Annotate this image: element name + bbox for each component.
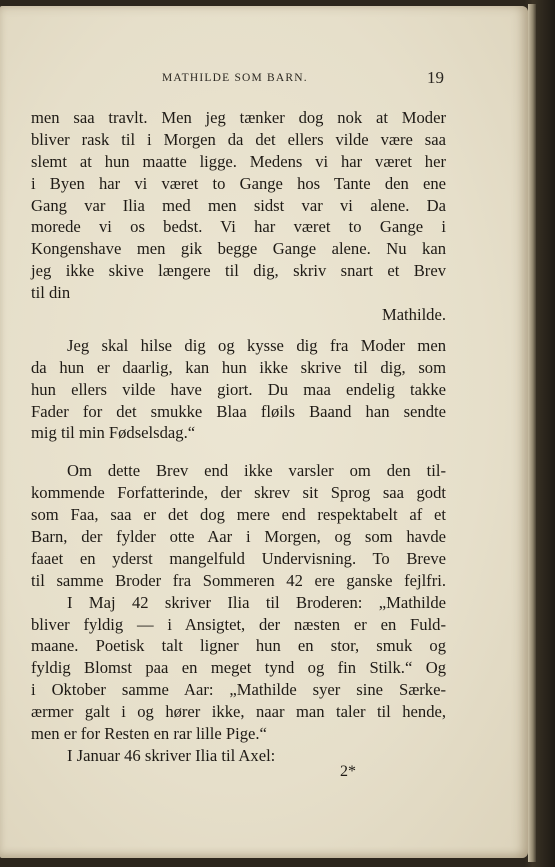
text-line: Barn, der fylder otte Aar i Morgen, og som havde (31, 527, 446, 547)
text-line: Jeg skal hilse dig og kysse dig fra Moder men (67, 335, 446, 355)
text-line: mig til min Fødselsdag.“ (31, 423, 196, 443)
text-line: bliver fyldig — i Ansigtet, der næsten er en Fuld- (31, 614, 446, 634)
text-line: jeg ikke skive længere til dig, skriv snart et Brev (31, 261, 446, 281)
text-line: i Byen har vi været to Gange hos Tante den ene (31, 173, 446, 193)
text-line: som Faa, saa er det dog mere end respektabelt af et (31, 505, 446, 525)
text-line: men saa travlt. Men jeg tænker dog nok at Moder (31, 108, 446, 127)
text-line: til samme Broder fra Sommeren 42 ere ganske fejlfri. (31, 570, 446, 590)
text-line: Kongenshave men gik begge Gange alene. Nu kan (31, 239, 446, 259)
letter-signature: Mathilde. (381, 305, 446, 325)
text-line: kommende Forfatterinde, der skrev sit Sprog saa godt (31, 483, 446, 503)
text-line: bliver rask til i Morgen da det ellers vilde være saa (31, 129, 446, 149)
text-line: I Januar 46 skriver Ilia til Axel: (67, 745, 276, 765)
page-number: 19 (427, 68, 444, 87)
page-header (162, 69, 444, 91)
text-line: i Oktober samme Aar: „Mathilde syer sine Særke- (31, 680, 446, 700)
text-line: morede vi os bedst. Vi har været to Gange i (31, 217, 446, 237)
text-line: ærmer galt i og hører ikke, naar man taler til hende, (31, 702, 446, 722)
paragraph-gap (31, 444, 446, 460)
text-line: til din (31, 283, 71, 303)
text-line: hun ellers vilde have giort. Du maa endelig takke (31, 379, 446, 399)
text-line: slemt at hun maatte ligge. Medens vi har været her (31, 151, 446, 171)
text-line: da hun er daarlig, kan hun ikke skrive til dig, som (31, 357, 446, 377)
text-line: fyldig Blomst paa en meget tynd og fin Stilk.“ Og (31, 658, 446, 678)
text-line: Om dette Brev end ikke varsler om den til- (67, 461, 446, 481)
text-line: I Maj 42 skriver Ilia til Broderen: „Mathilde (67, 592, 446, 612)
running-title: MATHILDE SOM BARN. (162, 72, 308, 84)
text-line: Gang var Ilia med men sidst var vi alene. Da (31, 195, 446, 215)
book-page (0, 6, 528, 858)
page-edge (528, 4, 536, 862)
text-line: men er for Resten en rar lille Pige.“ (31, 724, 267, 744)
paragraph-gap (31, 326, 446, 335)
text-line: maane. Poetisk talt ligner hun en stor, smuk og (31, 636, 446, 656)
signature-mark: 2* (340, 763, 356, 780)
body-text (31, 107, 446, 767)
text-line: Fader for det smukke Blaa fløils Baand han sendte (31, 401, 446, 421)
text-line: faaet en yderst mangelfuld Undervisning. To Breve (31, 548, 446, 568)
